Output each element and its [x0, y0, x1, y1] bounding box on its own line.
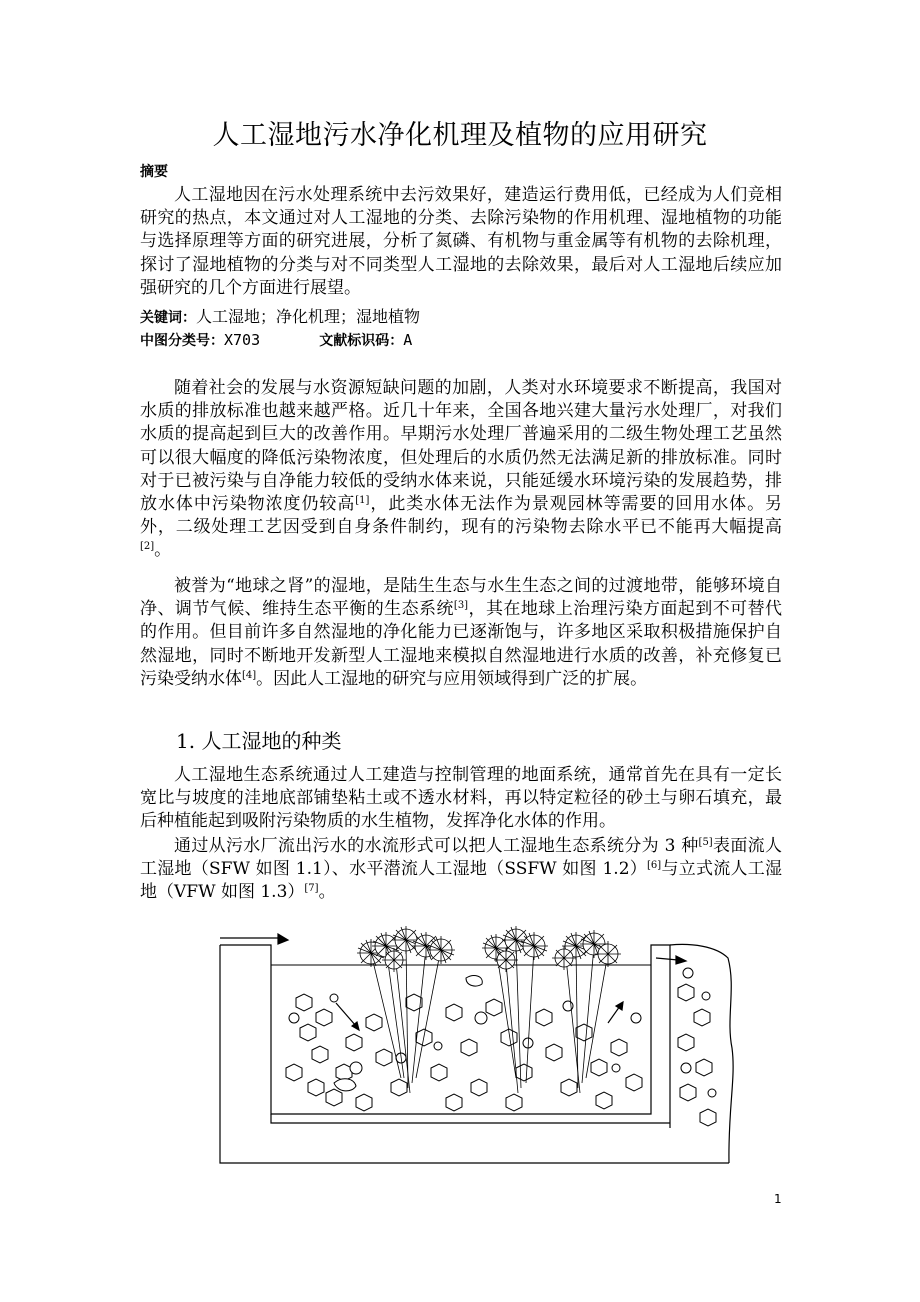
wetland-cross-section-figure: [216, 918, 736, 1168]
section1-paragraph-1: 人工湿地生态系统通过人工建造与控制管理的地面系统，通常首先在具有一定长宽比与坡度的洼地底部铺垫粘土或不透水材料，再以特定粒径的砂土与卵石填充，最后种植能起到吸附污染物质的水生植物，发挥净化水体的作用。: [140, 765, 782, 832]
page-number: 1: [774, 1192, 782, 1206]
section1-paragraph-2: [140, 835, 782, 905]
citation-ref: [3]: [453, 600, 469, 612]
citation-ref: [7]: [304, 883, 319, 895]
section1-p2-text-3: 与立式流人工湿地（VFW 如图 1.3）: [140, 859, 782, 903]
section1-p2-text-2: 表面流人工湿地（SFW 如图 1.1）、水平潜流人工湿地（SSFW 如图 1.2）: [140, 836, 782, 880]
citation-ref: [4]: [242, 669, 257, 681]
intro-p1-text-2: ，此类水体无法作为景观园林等需要的回用水体。另外，二级处理工艺因受到自身条件制约，现有的污染物去除水平已不能再大幅提高: [140, 494, 783, 538]
section1-p2-text-4: 。: [318, 882, 336, 903]
paper-title: 人工湿地污水净化机理及植物的应用研究: [212, 120, 708, 151]
keywords-line: [140, 306, 420, 329]
classification-line: [140, 329, 412, 352]
classification-label: 中图分类号：: [140, 333, 224, 349]
intro-p1-text-1: 随着社会的发展与水资源短缺问题的加剧，人类对水环境要求不断提高，我国对水质的排放标准也越来越严格。近几十年来，全国各地兴建大量污水处理厂，对我们水质的提高起到巨大的改善作用。早期污水处理厂普遍采用的二级生物处理工艺虽然可以很大幅度的降低污染物浓度，但处理后的水质仍然无法满足新的排放标准。同时对于已被污染与自净能力较低的受纳水体来说，只能延缓水环境污染的发展趋势，排放水体中污染物浓度仍较高: [140, 378, 782, 515]
intro-p1-text-3: 。: [154, 540, 172, 561]
section1-p2-text-1: 通过从污水厂流出污水的水流形式可以把人工湿地生态系统分为 3 种: [174, 836, 699, 856]
intro-p2-text-1: 被誉为“地球之肾”的湿地，是陆生生态与水生生态之间的过渡地带，能够环境自净、调节气候、维持生态平衡的生态系统: [140, 576, 782, 620]
intro-paragraph-1: [140, 377, 782, 563]
doc-code-value: A: [403, 331, 413, 349]
keywords-value: 人工湿地；净化机理；湿地植物: [196, 307, 421, 326]
abstract-text: 人工湿地因在污水处理系统中去污效果好，建造运行费用低，已经成为人们竞相研究的热点，本文通过对人工湿地的分类、去除污染物的作用机理、湿地植物的功能与选择原理等方面的研究进展，分析了氮磷、有机物与重金属等有机物的去除机理，探讨了湿地植物的分类与对不同类型人工湿地的去除效果，最后对人工湿地后续应加强研究的几个方面进行展望。: [140, 185, 782, 298]
intro-paragraph-2: [140, 575, 782, 691]
citation-ref: [5]: [698, 837, 713, 848]
intro-p2-text-2: ，其在地球上治理污染方面起到不可替代的作用。但目前许多自然湿地的净化能力已逐渐饱与，许多地区采取积极措施保护自然湿地，同时不断地开发新型人工湿地来模拟自然湿地进行水质的改善，补充修复已污染受纳水体: [140, 599, 783, 689]
citation-ref: [1]: [355, 495, 370, 507]
doc-code-label: 文献标识码：: [319, 333, 404, 349]
citation-ref: [2]: [140, 541, 155, 553]
keywords-label: 关键词：: [140, 310, 196, 326]
citation-ref: [6]: [647, 860, 662, 872]
abstract-label: 摘要: [140, 164, 168, 180]
classification-value: X703: [224, 331, 261, 349]
section-heading: 1. 人工湿地的种类: [176, 729, 342, 753]
intro-p2-text-3: 。因此人工湿地的研究与应用领域得到广泛的扩展。: [256, 668, 648, 689]
